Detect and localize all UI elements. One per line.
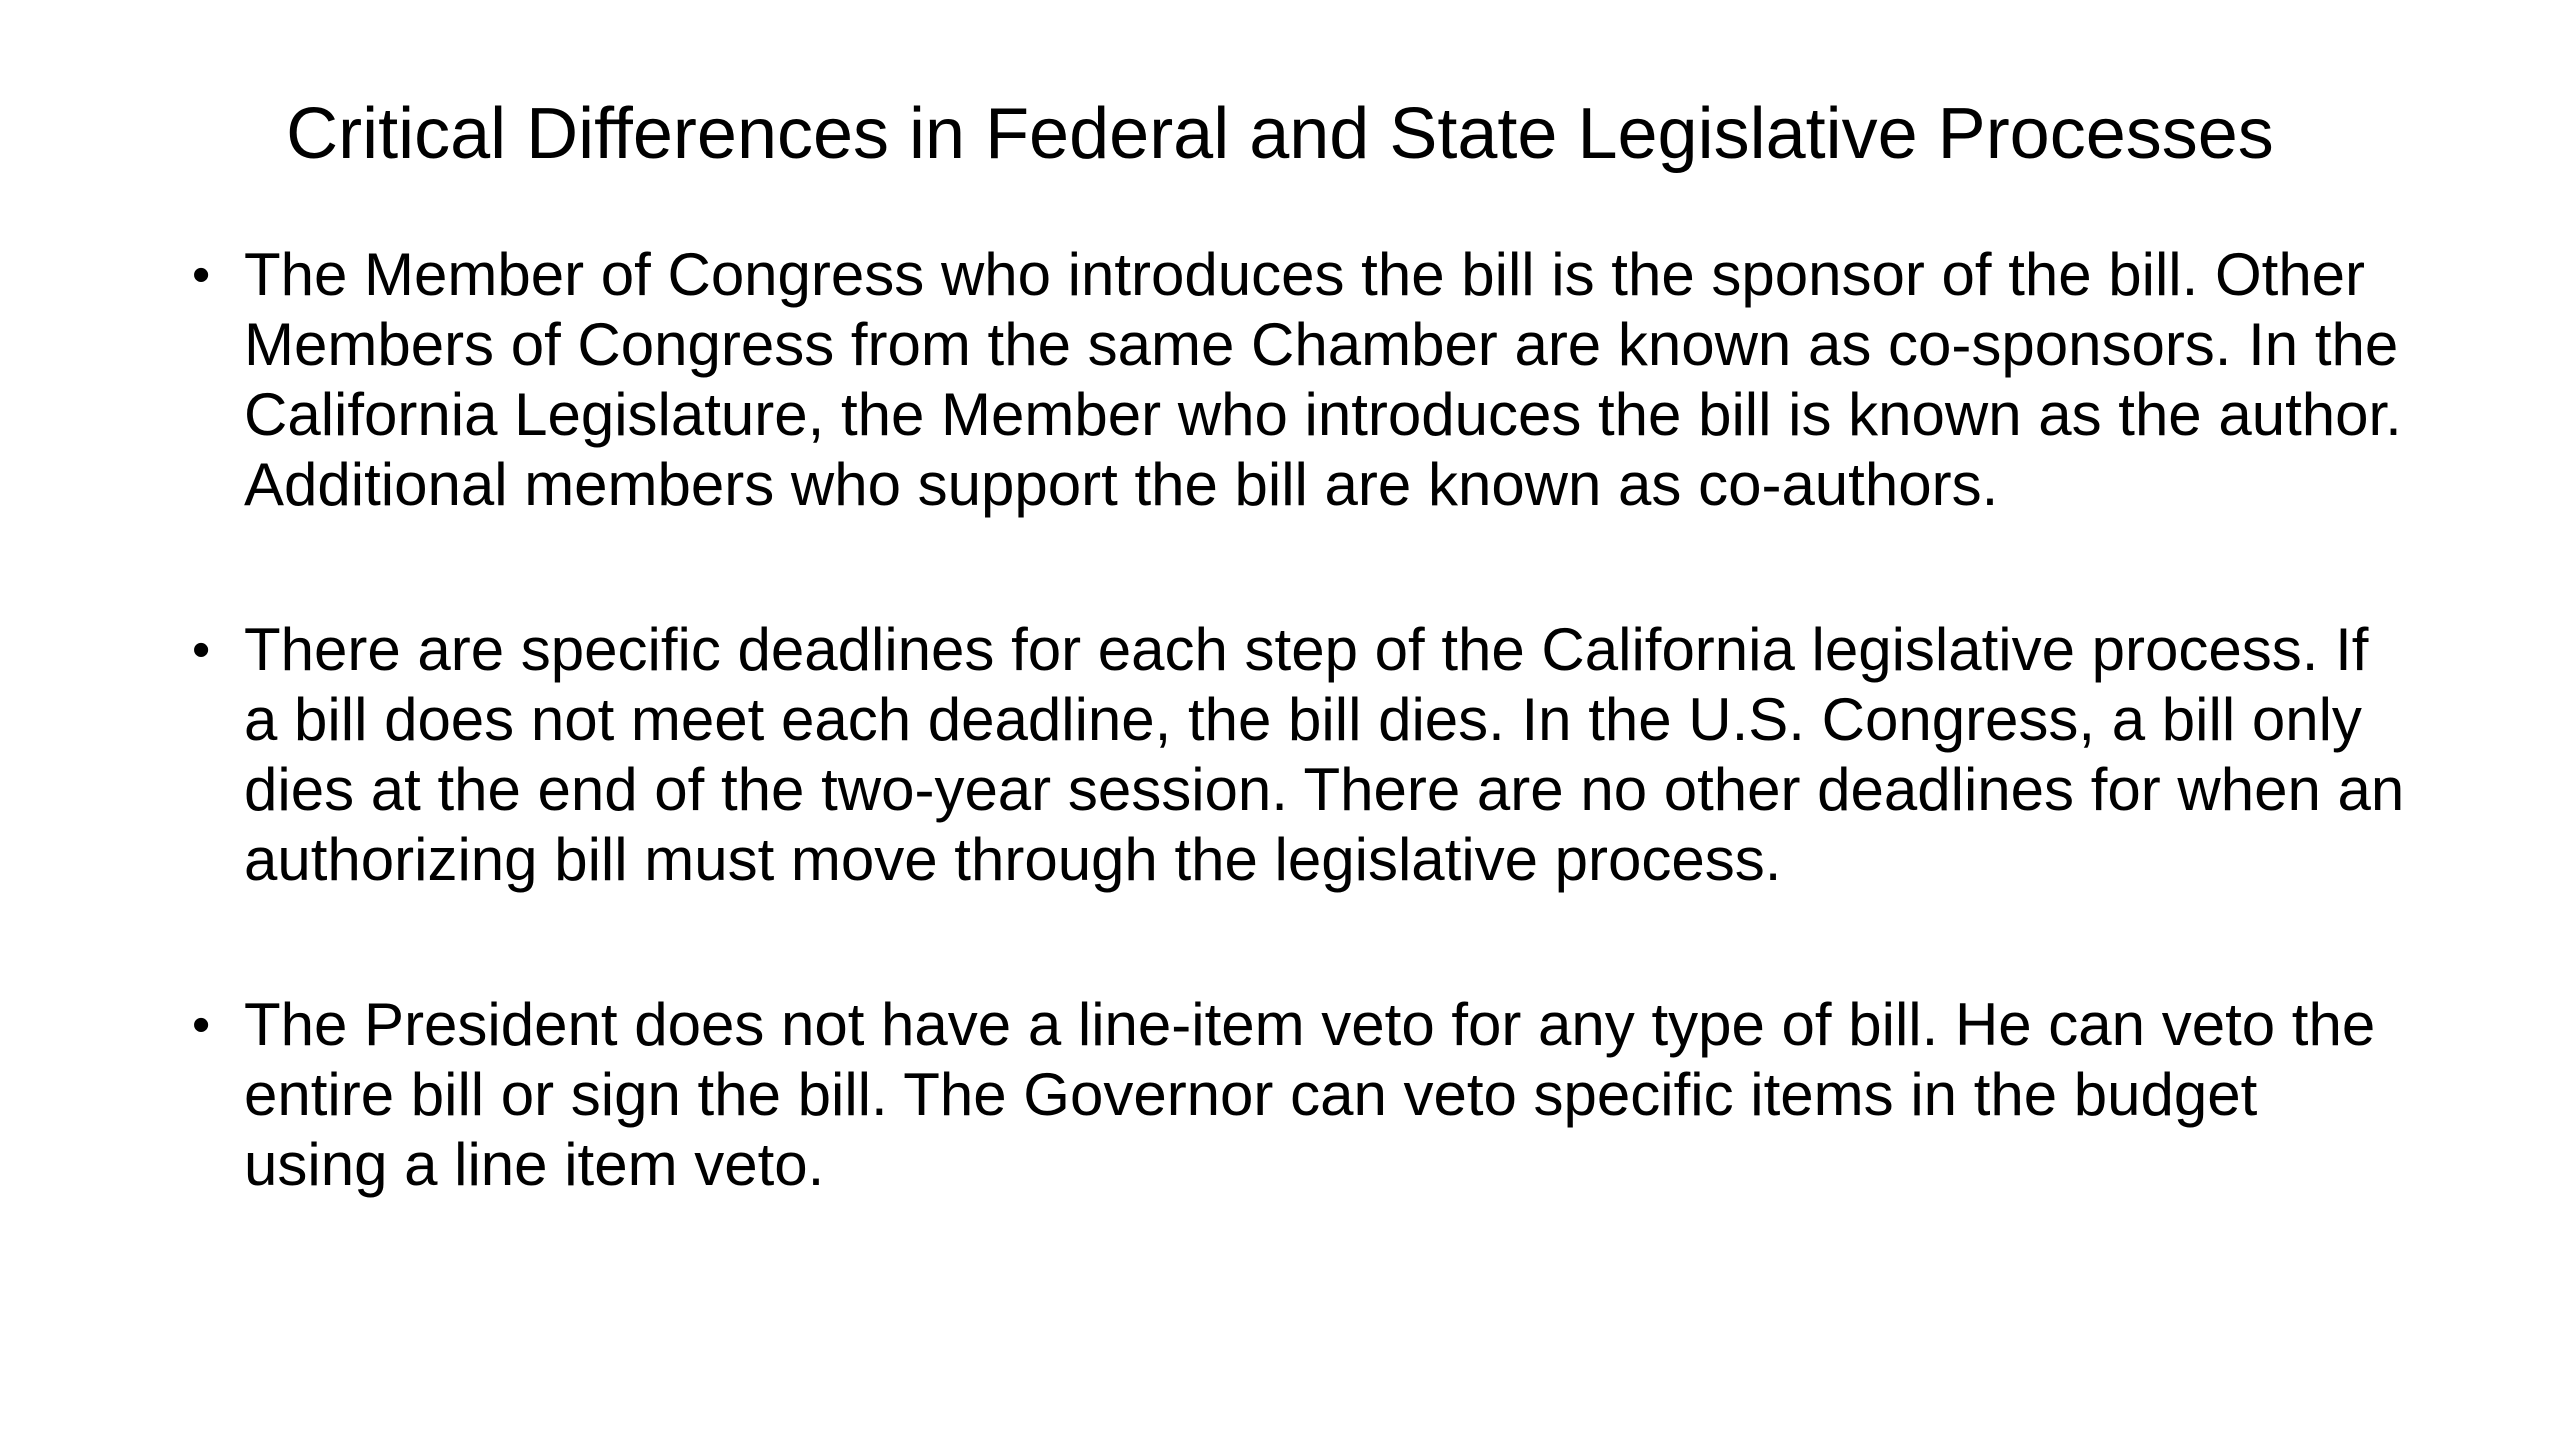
bullet-list <box>192 240 2412 1200</box>
bullet-marker: • <box>192 621 211 679</box>
bullet-text: The President does not have a line-item veto for any type of bill. He can veto the entire bill or sign the bill. The Governor can veto specific items in the budget using a line item veto. <box>244 991 2376 1198</box>
slide-title: Critical Differences in Federal and State Legislative Processes <box>286 94 2274 174</box>
bullet-marker: • <box>192 246 211 304</box>
bullet-item <box>192 615 2412 895</box>
bullet-marker: • <box>192 996 211 1054</box>
bullet-item <box>192 240 2412 520</box>
bullet-text: There are specific deadlines for each step of the California legislative process. If a bill does not meet each deadline, the bill dies. In the U.S. Congress, a bill only dies at the end of the two-year session. There are no other deadlines for when an authorizing bill must move through the legislative process. <box>244 616 2405 893</box>
bullet-item <box>192 990 2412 1200</box>
bullet-text: The Member of Congress who introduces the bill is the sponsor of the bill. Other Members of Congress from the same Chamber are known as co-sponsors. In the California Legislature, the Member who introduces the bill is known as the author. Additional members who support the bill are known as co-authors. <box>244 241 2402 518</box>
